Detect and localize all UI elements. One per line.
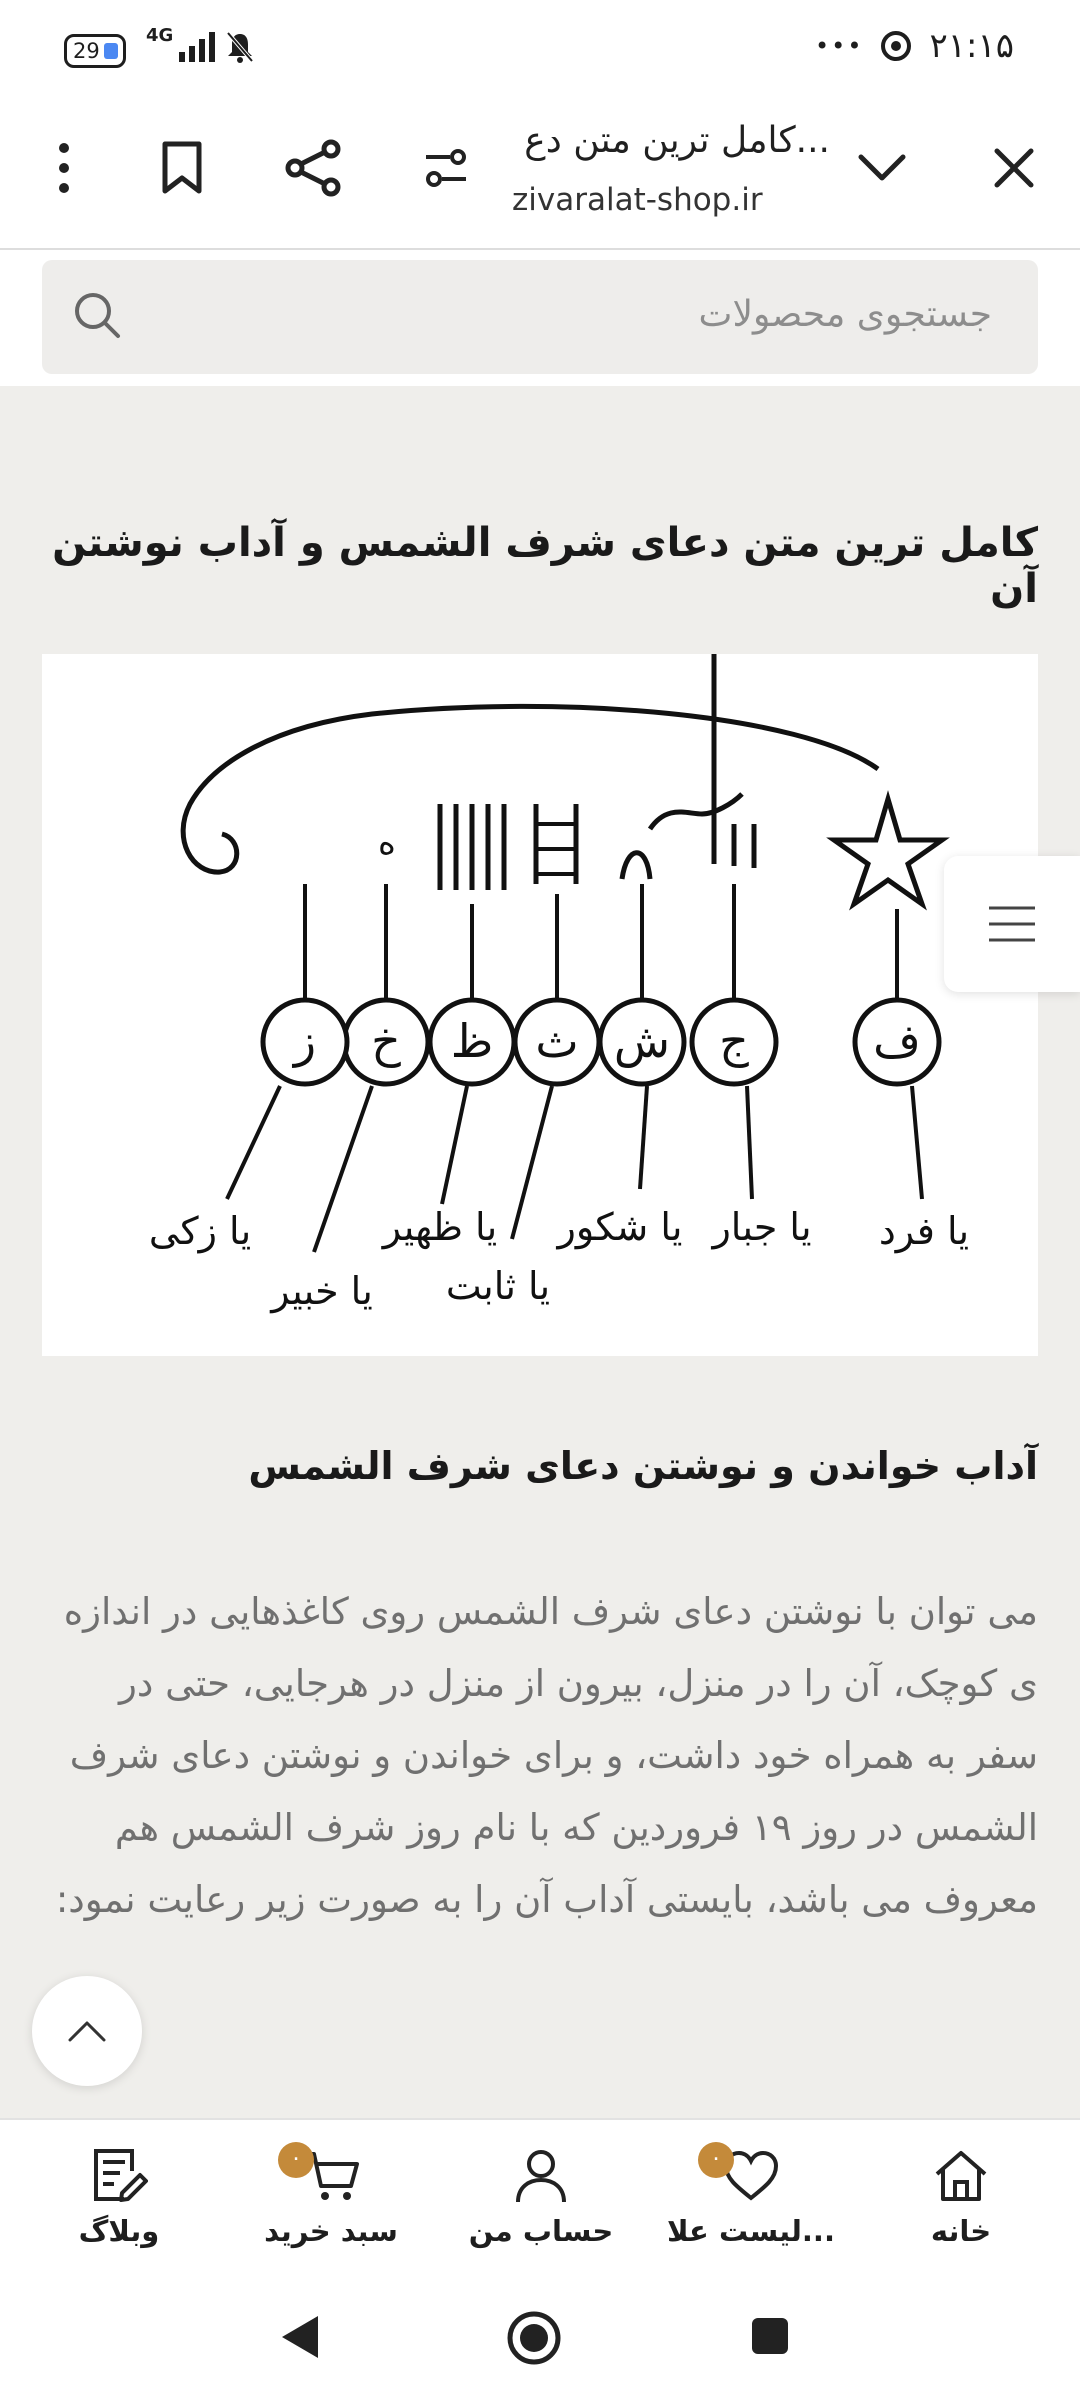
bottom-navigation xyxy=(0,2118,1080,2272)
hamburger-icon xyxy=(987,904,1037,944)
blog-edit-icon xyxy=(90,2147,148,2205)
bookmark-button[interactable] xyxy=(144,130,220,206)
system-navigation xyxy=(0,2270,1080,2400)
svg-text:ه: ه xyxy=(378,823,396,863)
search-bar xyxy=(0,250,1080,386)
browser-toolbar xyxy=(0,100,1080,250)
battery-fill xyxy=(104,43,118,59)
label-ya-zahir: یا ظهیر xyxy=(382,1205,498,1249)
sharaf-shams-diagram xyxy=(42,654,1038,1356)
more-dots: ••• xyxy=(815,32,864,60)
search-input[interactable] xyxy=(42,260,1038,374)
label-ya-khabir: یا خبیر xyxy=(271,1269,373,1313)
home-circle-icon[interactable] xyxy=(506,2310,562,2366)
letter-za: ظ xyxy=(450,1014,494,1068)
nav-cart-label: سبد خرید xyxy=(264,2214,398,2248)
share-button[interactable] xyxy=(276,130,352,206)
chrome-icon xyxy=(881,31,911,61)
letter-kha: خ xyxy=(371,1014,401,1068)
article-paragraph: می توان با نوشتن دعای شرف الشمس روی کاغذهایی در اندازه ی کوچک، آن را در منزل، بیرون از منزل در هرجایی، حتی در سفر به همراه خود داشت، و برای خواندن و نوشتن دعای شرف الشمس در روز ۱۹ فروردین که با نام روز شرف الشمس هم معروف می باشد، بایستی آداب آن را به صورت زیر رعایت نمود: xyxy=(55,1590,1038,1921)
article-figure xyxy=(42,654,1038,1356)
letter-tha: ث xyxy=(535,1014,579,1068)
letter-fa: ف xyxy=(873,1014,921,1068)
chevron-up-icon xyxy=(67,2019,107,2043)
floating-menu-button[interactable] xyxy=(944,856,1080,992)
nav-wishlist-label: لیست علا... xyxy=(667,2214,835,2248)
label-ya-shakur: یا شکور xyxy=(557,1205,683,1249)
chevron-down-icon xyxy=(857,153,907,183)
article-title: کامل ترین متن دعای شرف الشمس و آداب نوشتن آن xyxy=(52,520,1038,612)
status-bar xyxy=(0,0,1080,100)
battery-indicator xyxy=(64,34,126,68)
clock: ۲۱:۱۵ xyxy=(929,26,1014,66)
nav-wishlist[interactable] xyxy=(666,2142,836,2248)
close-icon xyxy=(993,147,1035,189)
nav-blog[interactable] xyxy=(34,2142,204,2248)
minimize-button[interactable] xyxy=(844,130,920,206)
label-ya-fard: یا فرد xyxy=(878,1209,970,1253)
status-right xyxy=(815,26,1014,66)
label-ya-thabit: یا ثابت xyxy=(445,1264,551,1308)
bookmark-icon xyxy=(160,141,204,195)
search-placeholder: جستجوی محصولات xyxy=(698,294,992,335)
home-icon xyxy=(932,2148,990,2204)
recents-icon[interactable] xyxy=(750,2316,790,2356)
nav-account[interactable] xyxy=(456,2142,626,2248)
nav-account-label: حساب من xyxy=(468,2214,614,2248)
wishlist-badge: ۰ xyxy=(698,2142,734,2178)
back-icon[interactable] xyxy=(280,2314,320,2360)
tune-icon xyxy=(422,147,470,189)
nav-home-label: خانه xyxy=(930,2214,992,2248)
letter-zay: ز xyxy=(293,1014,317,1068)
page-info-button[interactable] xyxy=(408,130,484,206)
user-icon xyxy=(513,2147,569,2205)
signal-icon xyxy=(179,30,219,64)
letter-shin: ش xyxy=(613,1014,671,1068)
share-icon xyxy=(285,139,343,197)
mute-icon xyxy=(225,30,255,64)
page-url[interactable]: zivaralat-shop.ir xyxy=(512,182,763,218)
nav-blog-label: وبلاگ xyxy=(78,2214,160,2248)
cart-badge: ۰ xyxy=(278,2142,314,2178)
close-button[interactable] xyxy=(976,130,1052,206)
page-title[interactable]: کامل ترین متن دع... xyxy=(524,120,830,161)
more-menu-button[interactable] xyxy=(26,130,102,206)
section-heading: آداب خواندن و نوشتن دعای شرف الشمس xyxy=(248,1444,1038,1488)
network-type: 4G xyxy=(146,24,174,46)
battery-level: 29 xyxy=(73,39,100,63)
search-icon[interactable] xyxy=(70,288,126,344)
more-vert-icon xyxy=(54,142,74,194)
label-ya-zaki: یا زکی xyxy=(148,1209,252,1253)
scroll-to-top-button[interactable] xyxy=(32,1976,142,2086)
status-icons xyxy=(146,24,255,64)
letter-jim: ج xyxy=(719,1014,749,1068)
nav-home[interactable] xyxy=(876,2142,1046,2248)
label-ya-jabbar: یا جبار xyxy=(712,1205,812,1249)
nav-cart[interactable] xyxy=(246,2142,416,2248)
